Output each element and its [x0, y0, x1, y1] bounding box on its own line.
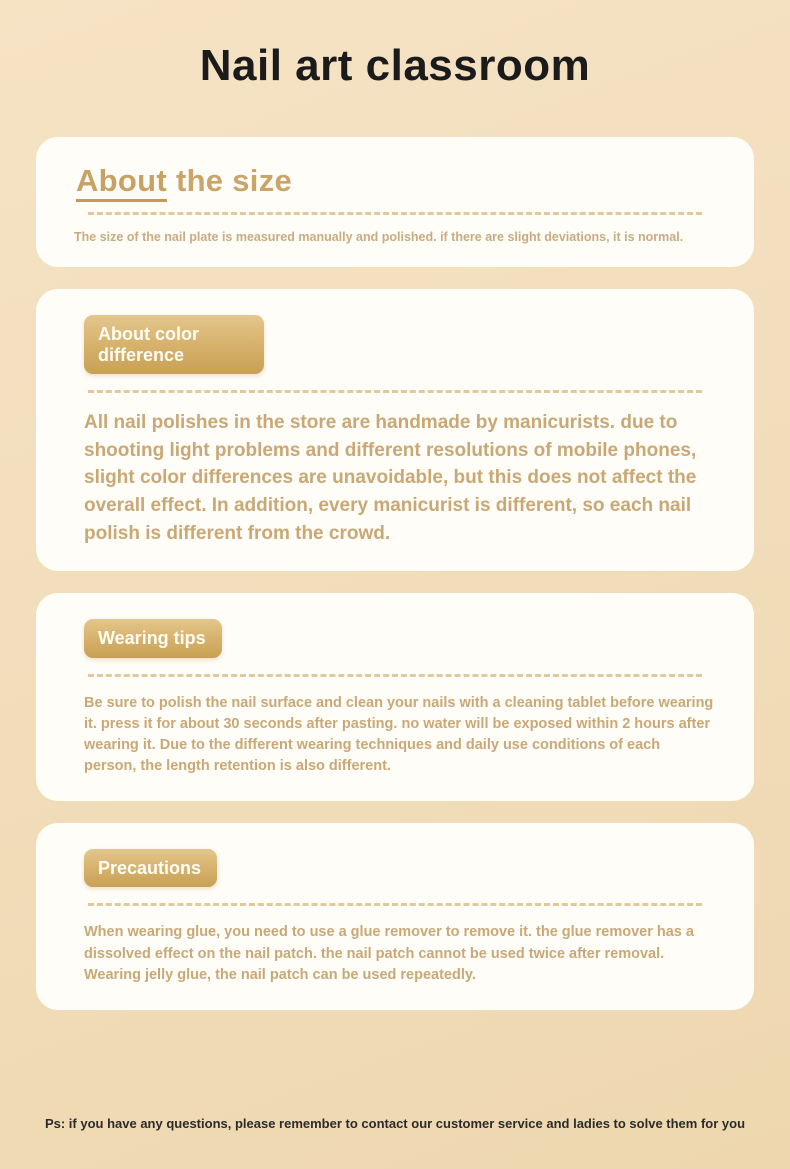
section-body-color-difference: All nail polishes in the store are handmade by manicurists. due to shooting light problems and different resolutions of mobile phones, slight color differences are unavoidable, but this does not affect the overall effect. In addition, every manicurist is different, so each nail polish is different from the crowd.	[84, 412, 697, 544]
section-tag-color-difference: About color difference	[84, 315, 264, 374]
section-heading-rest-text: the size	[167, 162, 293, 198]
section-body-wearing-tips: Be sure to polish the nail surface and clean your nails with a cleaning tablet before wearing it. press it for about 30 seconds after pasting. no water will be exposed within 2 hours after wearing it. Due to the different wearing techniques and daily use conditions of each person, the length retention is also different.	[84, 694, 714, 774]
divider-dashed	[88, 212, 702, 215]
section-body-about-size: The size of the nail plate is measured manually and polished. if there are slight deviations, it is normal.	[74, 230, 684, 245]
section-tag-wearing-tips: Wearing tips	[84, 619, 222, 658]
section-body-precautions: When wearing glue, you need to use a glue remover to remove it. the glue remover has a dissolved effect on the nail patch. the nail patch cannot be used twice after removal. Wearing jelly glue, the nail patch can be used repeatedly.	[84, 924, 694, 983]
section-card-color-difference	[36, 289, 754, 571]
section-heading-underlined-text: About	[76, 163, 167, 202]
section-card-wearing-tips	[36, 593, 754, 801]
section-card-about-size	[36, 137, 754, 267]
divider-dashed	[88, 390, 702, 393]
divider-dashed	[88, 903, 702, 906]
page-title: Nail art classroom	[199, 41, 591, 90]
footer-note: Ps: if you have any questions, please remember to contact our customer service and ladies to solve them for you	[44, 1116, 746, 1131]
section-card-precautions	[36, 823, 754, 1010]
section-tag-precautions: Precautions	[84, 849, 217, 888]
section-heading-about-size	[76, 163, 728, 199]
divider-dashed	[88, 674, 702, 677]
